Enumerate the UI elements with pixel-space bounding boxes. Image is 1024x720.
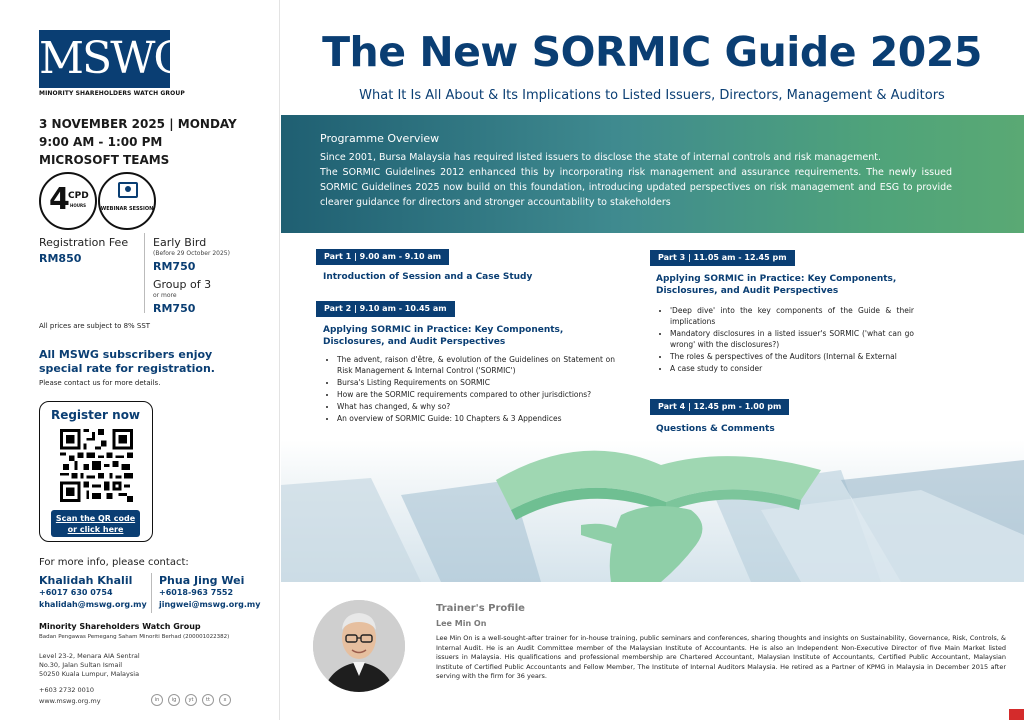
webinar-label: WEBINAR SESSION [100,206,154,212]
part2-list [323,354,615,425]
event-date: 3 NOVEMBER 2025 | MONDAY [39,117,237,131]
contact-intro: For more info, please contact: [39,557,189,568]
trainer-name: Lee Min On [436,619,487,628]
org-address [39,652,140,679]
website-link[interactable]: www.mswg.org.my [39,697,101,705]
book-illustration [281,440,1024,582]
overview-title: Programme Overview [320,132,440,145]
book-photo [281,440,1024,582]
list-item: • How are the SORMIC requirements compared to other jurisdictions? [337,389,615,400]
list-item: • The advent, raison d'être, & evolution of the Guidelines on Statement on Risk Management & Internal Control ('SORMIC') [337,354,615,376]
subscriber-headline: All MSWG subscribers enjoy special rate for registration. [39,348,215,375]
contact1-phone[interactable]: +6017 630 0754 [39,588,113,597]
address-line1: Level 23-2, Menara AIA Sentral [39,652,140,660]
corner-mark [1009,709,1024,720]
org-phone[interactable]: +603 2732 0010 [39,686,95,694]
part2-heading: Applying SORMIC in Practice: Key Components, Disclosures, and Audit Perspectives [323,325,564,347]
address-line2: No.30, Jalan Sultan Ismail [39,661,123,669]
tiktok-icon[interactable]: tt [202,694,214,706]
sst-note: All prices are subject to 8% SST [39,322,151,330]
contact2-name: Phua Jing Wei [159,574,245,587]
part1-tab: Part 1 | 9.00 am - 9.10 am [316,249,449,265]
webinar-badge [98,172,156,230]
trainer-bio: Lee Min On is a well-sought-after trainer for in-house training, public seminars and conferences, sharing thoughts and insights on Sustainability, Governance, Risk, Controls, & Internal Audit. He is an Audit Committee member of the Malaysian Institute of Accountants. He is also an Independent Non-Executive Director of five Main Market listed issuers in Malaysia. His qualifications and professional membership are Chartered Accountant, Malaysian Institute of Accountants, Certified Public Accountant, Malaysian Institute of Certified Public Accountants and Fellow Member, The Institute of Internal Auditors Malaysia. He retired as a Partner of KPMG in Malaysia in December 2015 after serving with the firm for 36 years. [436,634,1006,681]
cpd-sub: HOURS [70,203,86,208]
webinar-icon [118,182,138,198]
part3-tab: Part 3 | 11.05 am - 12.45 pm [650,250,795,266]
scan-line1: Scan the QR code [55,514,136,523]
list-item: • An overview of SORMIC Guide: 10 Chapters & 3 Appendices [337,413,615,424]
event-platform: MICROSOFT TEAMS [39,153,170,167]
mswg-logo: MSWG [39,30,170,88]
registration-fee-label: Registration Fee [39,236,129,249]
early-bird-value: RM750 [153,260,196,273]
part1-heading: Introduction of Session and a Case Study [323,272,533,282]
event-time: 9:00 AM - 1:00 PM [39,135,163,149]
register-box [39,401,153,542]
list-item: • The roles & perspectives of the Auditors (Internal & External [670,351,914,362]
instagram-icon[interactable]: ig [168,694,180,706]
page-subtitle: What It Is All About & Its Implications to Listed Issuers, Directors, Management & Auditors [359,88,945,103]
address-line3: 50250 Kuala Lumpur, Malaysia [39,670,140,678]
contact-divider [151,573,152,613]
list-item: • What has changed, & why so? [337,401,615,412]
group-value: RM750 [153,302,196,315]
part4-heading: Questions & Comments [656,424,775,434]
org-malay-name: Badan Pengawas Pemegang Saham Minoriti Berhad (200001022382) [39,634,230,640]
contact2-email[interactable]: jingwei@mswg.org.my [159,600,261,609]
group-sub: or more [153,292,177,299]
list-item: • Mandatory disclosures in a listed issuer's SORMIC ('what can go wrong' with the disclosures?) [670,328,914,350]
part2-tab: Part 2 | 9.10 am - 10.45 am [316,301,455,317]
scan-register-button[interactable] [51,510,140,537]
fee-divider [144,233,145,313]
contact1-email[interactable]: khalidah@mswg.org.my [39,600,147,609]
early-bird-sub: (Before 29 October 2025) [153,250,230,257]
register-title: Register now [50,408,141,422]
overview-body [320,150,952,210]
linkedin-icon[interactable]: in [151,694,163,706]
overview-paragraph-2: The SORMIC Guidelines 2012 enhanced this by incorporating risk management and assurance requirements. The newly issued SORMIC Guidelines 2025 now build on this foundation, introducing updated perspectives on risk management and ESG to provide clearer guidance for directors and stronger accountability to stakeholders [320,167,952,208]
overview-paragraph-1: Since 2001, Bursa Malaysia has required listed issuers to disclose the state of internal controls and risk management. [320,152,881,163]
subscriber-note: Please contact us for more details. [39,379,161,387]
part3-heading: Applying SORMIC in Practice: Key Components, Disclosures, and Audit Perspectives [656,274,897,296]
registration-fee-value: RM850 [39,252,82,265]
part3-list [656,305,914,375]
list-item: • Bursa's Listing Requirements on SORMIC [337,377,615,388]
list-item: • A case study to consider [670,363,914,374]
trainer-section-title: Trainer's Profile [436,603,525,614]
youtube-icon[interactable]: yt [185,694,197,706]
page-title: The New SORMIC Guide 2025 [322,28,982,76]
sidebar [0,0,280,720]
cpd-label: CPD [68,191,89,201]
cpd-number: 4 [49,182,70,217]
list-item: • 'Deep dive' into the key components of the Guide & their implications [670,305,914,327]
contact2-phone[interactable]: +6018-963 7552 [159,588,234,597]
contact1-name: Khalidah Khalil [39,574,133,587]
org-name: Minority Shareholders Watch Group [39,622,201,631]
logo-subtitle: MINORITY SHAREHOLDERS WATCH GROUP [39,90,185,97]
qr-code[interactable] [60,429,133,502]
group-label: Group of 3 [153,278,212,291]
part4-tab: Part 4 | 12.45 pm - 1.00 pm [650,399,789,415]
x-icon[interactable]: x [219,694,231,706]
trainer-photo [313,600,405,692]
trainer-avatar [313,600,405,692]
scan-line2: or click here [67,525,124,534]
early-bird-label: Early Bird [153,236,207,249]
cpd-badge [39,172,97,230]
